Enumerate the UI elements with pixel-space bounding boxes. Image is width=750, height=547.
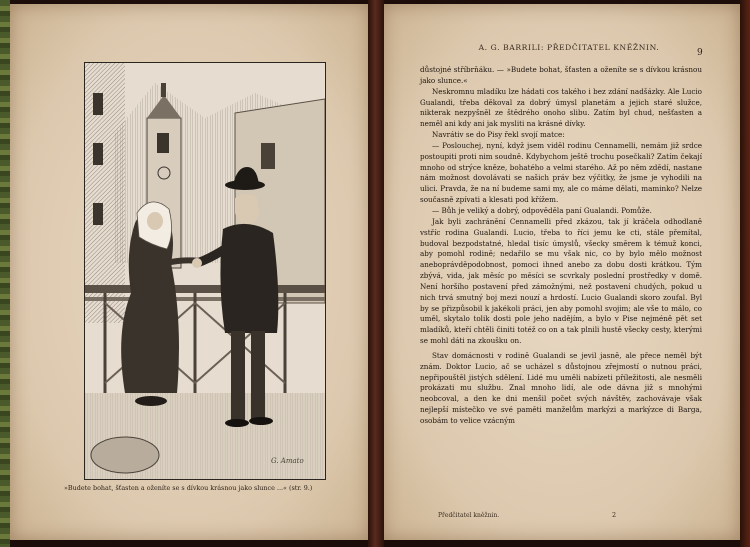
paragraph: — Poslouchej, nyní, když jsem viděl rodinu Cennamelli, nemám již srdce postoupiti proti nim soudně. Kdybychom ještě trochu posečkali? Zatím čekají mnoho od strýce kněze, bohatého a velmi starého. Až po něm zdědí, nastane nám možnost dovolávati se našich práv bez výčitky, že jsme je vyhodili na ulici. Pravda, že na ní budeme sami my, ale co máme dělati, maminko? Nelze současně zpívati a klesati pod křížem. bbox=[420, 140, 702, 205]
signature-line: Předčitatel kněžnin. bbox=[438, 512, 500, 519]
paragraph: Neskromnu mladíku lze hádati cos takého i bez zdání nadšázky. Ale Lucio Gualandi, třeba děkoval za dobrý úmysl planetám a jejich staré služce, nikterak nezpyšněl ze štědrého onoho slibu. Zatím byl chud, nešťasten a neměl ani kdy ani jak mysliti na krásné dívky. bbox=[420, 86, 702, 129]
body-text bbox=[420, 65, 702, 427]
paragraph: — Bůh je veliký a dobrý, odpověděla paní Gualandi. Pomůže. bbox=[432, 205, 652, 215]
book-gutter bbox=[368, 0, 384, 547]
engraving-illustration bbox=[84, 62, 326, 480]
signature-mark: 2 bbox=[612, 511, 617, 519]
cover-edge-right bbox=[740, 0, 750, 547]
paragraph: Stav domácnosti v rodině Gualandi se jevil jasně, ale přece neměl být znám. Doktor Lucio, ač se ucházel s důstojnou zřejmostí o nutnou práci, nepřipouštěl jistých sdělení. Lidé mu uměli nabízeti příležitosti, ale nesměli prokázati mu službu. Znal mnoho lidí, ale ode dávna již s mnohými neobcoval, a den ke dni menšil počet svých návštěv, zachovávaje však nejlepší místečko ve své paměti manželům markýzi a markýzce di Barga, osobám to velice vzácným bbox=[420, 350, 702, 425]
running-head: A. G. BARRILI: PŘEDČITATEL KNĚŽNIN. bbox=[478, 43, 660, 52]
cover-edge-left bbox=[0, 0, 10, 547]
illustration-caption: »Budete bohat, šťasten a oženíte se s dívkou krásnou jako slunce ...« (str. 9.) bbox=[64, 484, 313, 492]
page-number: 9 bbox=[697, 48, 703, 58]
artist-signature: G. Amato bbox=[271, 457, 304, 465]
engraving-drawing bbox=[85, 63, 325, 479]
paragraph: Jak byli zachránění Cennamelli před zkázou, tak jí kráčela odhodlaně vstříc rodina Gualandi. Lucio, třeba to říci jemu ke cti, stále přemítal, budoval bezpodstatné, hledal tisíc úmyslů, všecky směrem k témuž konci, aby pomohl rodině; nedařilo se mu však nic, co by bylo mělo možnost aneboprávděpodobnost, pomoci ihned anebo za dobu dosti krátkou. Tým zbývá, vida, jak měsíc po měsíci se scvrkaly poslední prostředky v domě. Není horšího postavení před zámožnými, než postavení chudých, pokud u nich trvá smutný boj mezi nouzí a hrdostí. Lucio Gualandi skoro zoufal. Byl by se přizpůsobil k jakékoli práci, jen aby pomohl svojim; ale vše to málo, co uměl, skytalo tolik dosti pole jeho nadějím, a bylo v Pise nejméně pět set mladíků, kteří chtěli činiti totéž co on a tak plnili hustě všecky cesty, kterými se mohl dáti na zkoušku on. bbox=[420, 216, 702, 346]
paragraph: důstojné stříbrňáku. — »Budete bohat, šťasten a oženíte se s dívkou krásnou jako slunce.« bbox=[420, 65, 702, 85]
paragraph: Navrátiv se do Pisy řekl svojí matce: bbox=[432, 130, 565, 140]
